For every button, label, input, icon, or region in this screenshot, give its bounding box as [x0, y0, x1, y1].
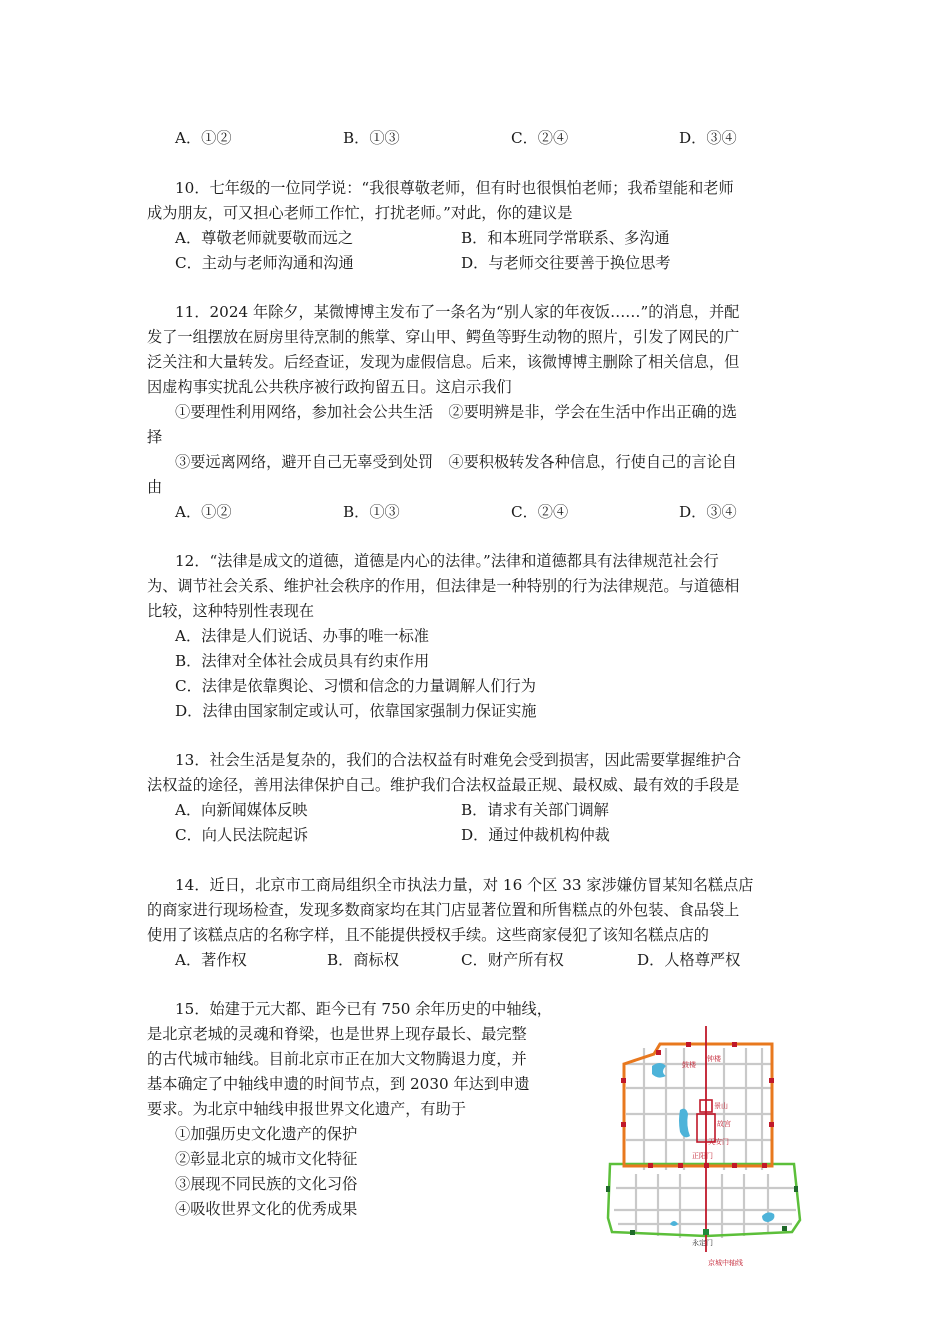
- q10-line: 10．七年级的一位同学说：“我很尊敬老师，但有时也很惧怕老师；我希望能和老师: [175, 179, 734, 197]
- q11-item: ①要理性利用网络，参加社会公共生活 ②要明辨是非，学会在生活中作出正确的选: [175, 403, 737, 421]
- q11-item: ③要远离网络，避开自己无辜受到处罚 ④要积极转发各种信息，行使自己的言论自: [175, 453, 737, 471]
- label-zhengyangmen: 正阳门: [692, 1153, 713, 1160]
- q15-line: 15．始建于元大都、距今已有 750 余年历史的中轴线，: [175, 1000, 552, 1018]
- gate-marker: [630, 1230, 635, 1235]
- label-bell-tower: 钟楼: [707, 1056, 721, 1063]
- q9-option-d: D．③④: [679, 129, 737, 147]
- q10-option-d: D．与老师交往要善于换位思考: [461, 254, 671, 272]
- gate-marker: [621, 1078, 626, 1083]
- q11-option-b: B．①③: [343, 503, 400, 521]
- gate-marker: [606, 1186, 610, 1192]
- q12-option-c: C．法律是依靠舆论、习惯和信念的力量调解人们行为: [175, 677, 536, 695]
- q15-line: 基本确定了中轴线申遗的时间节点，到 2030 年达到申遗: [147, 1075, 530, 1093]
- q13-option-b: B．请求有关部门调解: [461, 801, 609, 819]
- q11-line: 泛关注和大量转发。后经查证，发现为虚假信息。后来，该微博博主删除了相关信息，但: [147, 353, 740, 371]
- q10-line: 成为朋友，可又担心老师工作忙，打扰老师。”对此，你的建议是: [147, 204, 573, 222]
- q9-option-b: B．①③: [343, 129, 400, 147]
- q15-line: 是北京老城的灵魂和脊梁，也是世界上现存最长、最完整: [147, 1025, 527, 1043]
- q13-option-d: D．通过仲裁机构仲裁: [461, 826, 610, 844]
- q9-option-c: C．②④: [511, 129, 569, 147]
- q12-option-a: A．法律是人们说话、办事的唯一标准: [175, 627, 429, 645]
- q14-option-a: A．著作权: [175, 951, 247, 969]
- gate-marker: [769, 1078, 774, 1083]
- label-palace: 故宫: [717, 1121, 731, 1128]
- q11-item: 由: [147, 478, 163, 496]
- gate-marker: [648, 1163, 653, 1168]
- q12-option-d: D．法律由国家制定或认可，依靠国家强制力保证实施: [175, 702, 537, 720]
- q10-option-b: B．和本班同学常联系、多沟通: [461, 229, 670, 247]
- gate-marker: [762, 1163, 767, 1168]
- q11-option-a: A．①②: [175, 503, 232, 521]
- label-tiananmen: 天安门: [708, 1139, 729, 1146]
- q14-option-b: B．商标权: [327, 951, 399, 969]
- q13-line: 法权益的途径，善用法律保护自己。维护我们合法权益最正规、最权威、最有效的手段是: [147, 776, 740, 794]
- q11-line: 发了一组摆放在厨房里待烹制的熊掌、穿山甲、鳄鱼等野生动物的照片，引发了网民的广: [147, 328, 740, 346]
- q15-item: ①加强历史文化遗产的保护: [175, 1125, 358, 1143]
- q14-line: 使用了该糕点店的名称字样，且不能提供授权手续。这些商家侵犯了该知名糕点店的: [147, 926, 709, 944]
- q14-line: 的商家进行现场检查，发现多数商家均在其门店显著位置和所售糕点的外包装、食品袋上: [147, 901, 740, 919]
- label-jingshan: 景山: [714, 1103, 728, 1110]
- q15-line: 的古代城市轴线。目前北京市正在加大文物腾退力度，并: [147, 1050, 527, 1068]
- q13-option-a: A．向新闻媒体反映: [175, 801, 308, 819]
- q10-option-c: C．主动与老师沟通和沟通: [175, 254, 354, 272]
- q14-option-d: D．人格尊严权: [637, 951, 741, 969]
- label-drum-tower: 鼓楼: [682, 1062, 696, 1069]
- gate-marker: [656, 1050, 661, 1055]
- q15-item: ③展现不同民族的文化习俗: [175, 1175, 358, 1193]
- gate-marker: [686, 1042, 691, 1047]
- gate-marker: [782, 1226, 787, 1231]
- q12-line: 12．“法律是成文的道德，道德是内心的法律。”法律和道德都具有法律规范社会行: [175, 552, 719, 570]
- q10-option-a: A．尊敬老师就要敬而远之: [175, 229, 354, 247]
- gate-marker: [621, 1122, 626, 1127]
- q11-line: 11．2024 年除夕，某微博博主发布了一条名为“别人家的年夜饭……”的消息，并配: [175, 303, 740, 321]
- q15-line: 要求。为北京中轴线申报世界文化遗产，有助于: [147, 1100, 466, 1118]
- q14-line: 14．近日，北京市工商局组织全市执法力量，对 16 个区 33 家涉嫌仿冒某知名糕点店: [175, 876, 754, 894]
- q13-line: 13．社会生活是复杂的，我们的合法权益有时难免会受到损害，因此需要掌握维护合: [175, 751, 742, 769]
- gate-marker: [769, 1122, 774, 1127]
- q12-line: 为、调节社会关系、维护社会秩序的作用，但法律是一种特别的行为法律规范。与道德相: [147, 577, 740, 595]
- q9-option-a: A．①②: [175, 129, 232, 147]
- q13-option-c: C．向人民法院起诉: [175, 826, 309, 844]
- gate-marker: [794, 1186, 798, 1192]
- q11-item: 择: [147, 428, 163, 446]
- label-axis: 京城中轴线: [708, 1260, 743, 1267]
- gate-marker: [703, 1229, 709, 1235]
- label-yongdingmen: 永定门: [692, 1240, 713, 1247]
- gate-marker: [732, 1042, 737, 1047]
- q12-option-b: B．法律对全体社会成员具有约束作用: [175, 652, 430, 670]
- q11-line: 因虚构事实扰乱公共秩序被行政拘留五日。这启示我们: [147, 378, 512, 396]
- gate-marker: [678, 1163, 683, 1168]
- gate-marker: [732, 1163, 737, 1168]
- q15-item: ④吸收世界文化的优秀成果: [175, 1200, 358, 1218]
- gate-marker: [704, 1163, 709, 1168]
- q12-line: 比较，这种特别性表现在: [147, 602, 315, 620]
- beijing-axis-map: [596, 1018, 808, 1270]
- q14-option-c: C．财产所有权: [461, 951, 564, 969]
- q15-item: ②彰显北京的城市文化特征: [175, 1150, 358, 1168]
- q11-option-d: D．③④: [679, 503, 737, 521]
- q11-option-c: C．②④: [511, 503, 569, 521]
